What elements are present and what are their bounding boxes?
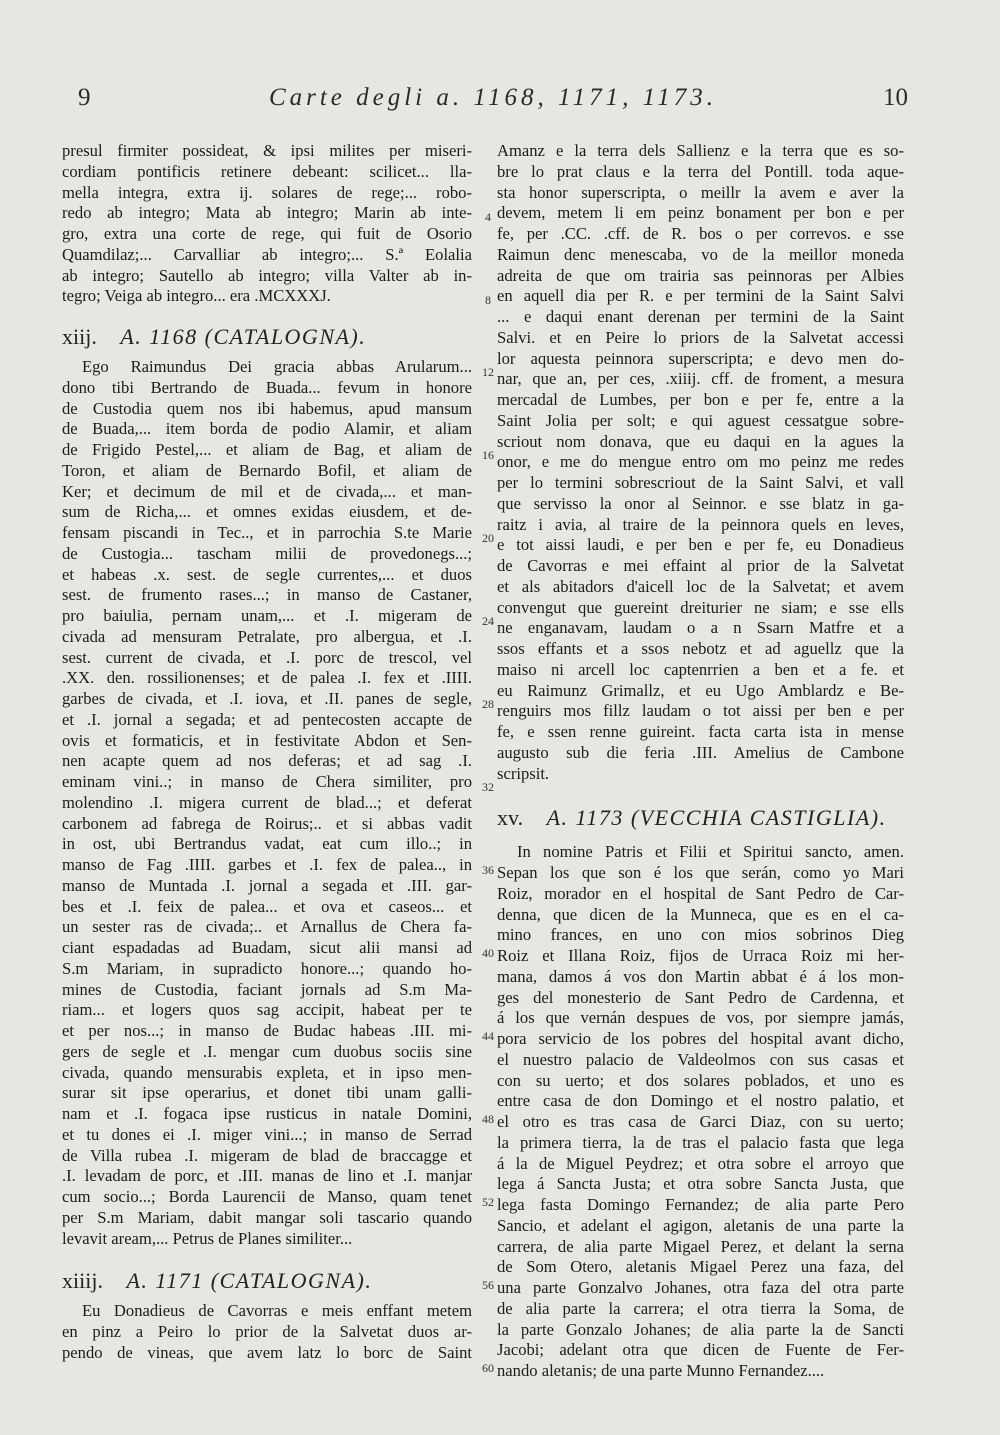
text-line: onor, e me do mengue entro om mo peinz me redes: [497, 452, 904, 472]
section-number: xiij.: [62, 324, 97, 349]
text-line: bes et .I. feix de palea... et ova et caseos... et: [62, 896, 472, 916]
text-line: Sepan los que son é los que serán, como yo Mari: [497, 863, 904, 882]
text-line: de Custodia quem nos ibi habemus, apud mansum: [62, 398, 472, 418]
text-line: civada, quando mensurabis expleta, et in ipso men-: [62, 1062, 472, 1082]
text-line: molendino .I. migera current de blad...; et deferat: [62, 792, 472, 812]
text-line: surar sit ipse operarius, et donet tibi unam galli-: [62, 1083, 472, 1103]
text-line: la parte Gonzalo Johanes; de alia parte la de Sancti: [497, 1319, 904, 1339]
text-line: ges del monesterio de Sant Pedro de Cardenna, et: [497, 987, 904, 1007]
text-line: lor aquesta peinnora superscripta; e devo men do-: [497, 348, 904, 368]
text-line: sest. current de civada, et .I. porc de trescol, vel: [62, 647, 472, 667]
section-heading-xv: [497, 802, 904, 834]
section-heading-xiij: [62, 321, 472, 353]
text-line: eminam vini..; in manso de Chera similiter, pro: [62, 772, 472, 791]
text-line: de Buada,... item borda de podio Alamir, et aliam: [62, 419, 472, 439]
text-line: cum socio...; Borda Laurencii de Manso, quam tenet: [62, 1187, 472, 1206]
text-line: la primera tierra, la de tras el palacio fasta que lega: [497, 1132, 904, 1152]
left-page-number: 9: [78, 84, 91, 111]
text-line: de alia parte la carrera; el otra tierra la Soma, de: [497, 1298, 904, 1318]
running-title: Carte degli a. 1168, 1171, 1173.: [268, 84, 718, 111]
text-line: á la de Miguel Peydrez; et otra sobre el arroyo que: [497, 1153, 904, 1173]
section-title: A. 1168 (CATALOGNA).: [120, 324, 367, 349]
text-line: sta honor superscripta, o meillr la avem e aver la: [497, 182, 904, 202]
text-line: el nuestro palacio de Valdeolmos con sus casas et: [497, 1049, 904, 1069]
text-line: á los que vernán despues de vos, por siempre jamás,: [497, 1008, 904, 1028]
text-line: civada ad mensuram Petralate, pro albergua, et .I.: [62, 626, 472, 646]
text-line: carrera, de alia parte Migael Perez, et delant la serna: [497, 1236, 904, 1256]
text-line: Ego Raimundus Dei gracia abbas Arularum...: [82, 357, 472, 376]
text-line: entre casa de don Domingo et el nostro palatio, et: [497, 1091, 904, 1111]
section-number: xv.: [497, 805, 524, 831]
text-line: et per nos...; in manso de Budac habeas .III. mi-: [62, 1021, 472, 1040]
text-line: et .I. jornal a segada; et ad pentecosten accapte de: [62, 709, 472, 729]
text-line: raitz i avia, al traire de la peinnora quels en leves,: [497, 514, 904, 534]
line-number: 16: [482, 448, 494, 462]
left-column: [62, 141, 472, 1364]
text-line: tegro; Veiga ab integro... era .MCXXXJ.: [62, 286, 331, 306]
text-line: per lo termini sobrescriout de la Saint Salvi, et vall: [497, 473, 904, 492]
text-line: pora servicio de los pobres del hospital avant dicho,: [497, 1029, 904, 1048]
text-line: convengut que guereint dreiturier ne siam; e sse ells: [497, 597, 904, 617]
text-line: nam et .I. fogaca ipse rusticus in natale Domini,: [62, 1104, 472, 1123]
text-line: Saint Jolia per solt; e qui aguest cessatgue sobre-: [497, 410, 904, 430]
line-number: 28: [482, 697, 494, 711]
text-line: manso de Fag .IIII. garbes et .I. fex de palea.., in: [62, 855, 472, 874]
text-line: redo ab integro; Mata ab integro; Marin ab inte-: [62, 203, 472, 223]
text-line: Quamdilaz;... Carvalliar ab integro;... S.ª Eolalia: [62, 244, 472, 264]
text-line: de Frigido Pestel,... et aliam de Bag, et aliam de: [62, 440, 472, 459]
text-line: nar, que an, per ces, .xiiij. cff. de froment, a mesura: [497, 369, 904, 389]
line-number: 24: [482, 614, 494, 628]
text-line: de Cavorras e mei effaint al prior de la Salvetat: [497, 556, 904, 575]
text-line: pro baiulia, pernam unam,... et .I. migeram de: [62, 606, 472, 625]
text-line: de Custogia... tascham milii de provedonegs...;: [62, 543, 472, 563]
line-number: 8: [485, 293, 491, 307]
line-number: 52: [482, 1195, 494, 1209]
line-number: 20: [482, 531, 494, 545]
line-number: 44: [482, 1029, 494, 1043]
section-number: xiiij.: [62, 1268, 103, 1294]
text-line: denna, que dicen de la Munneca, que es en el ca-: [497, 904, 904, 924]
text-line: eu Raimunz Grimallz, et eu Ugo Amblardz e Be-: [497, 680, 904, 700]
right-page-number: 10: [883, 84, 908, 111]
text-line: lega á Sancta Justa; et otra sobre Sancta Justa, que: [497, 1174, 904, 1194]
text-line: In nomine Patris et Filii et Spiritui sancto, amen.: [517, 842, 904, 862]
text-line: sum de Richa,... et omnes exidas eiusdem, et de-: [62, 502, 472, 522]
text-line: devem, metem li em peinz bonament per bon e per: [497, 203, 904, 223]
right-column: [497, 141, 904, 1382]
text-line: fe, per .CC. .cff. de R. bos o per correvos. e sse: [497, 224, 904, 243]
text-line: de Villa rubea .I. migeram de blad de braccagge et: [62, 1145, 472, 1165]
text-line: presul firmiter possideat, & ipsi milites per miseri-: [62, 141, 472, 160]
text-line: ovis et formaticis, et in festivitate Abdon et Sen-: [62, 730, 472, 750]
text-line: Ker; et decimum de mil et de civada,... et man-: [62, 481, 472, 501]
section-title: A. 1171 (CATALOGNA).: [126, 1268, 373, 1294]
text-line: Roiz, morador en el hospital de Sant Pedro de Car-: [497, 883, 904, 903]
line-number: 60: [482, 1361, 494, 1375]
line-number: 48: [482, 1112, 494, 1126]
text-line: Roiz et Illana Roiz, fijos de Urraca Roiz mi her-: [497, 946, 904, 965]
text-line: ne enganavam, laudam o a n Ssarn Matfre et a: [497, 618, 904, 638]
text-line: en aquell dia per R. e per termini de la Saint Salvi: [497, 286, 904, 306]
text-line: pendo de vineas, que avem latz lo borc de Saint: [62, 1342, 472, 1362]
text-line: manso de Muntada .I. jornal a segada et .III. gar-: [62, 875, 472, 895]
text-line: ssos effants et a ssos nebotz et ad aguellz que la: [497, 639, 904, 658]
text-line: con su uerto; et dos solares poblados, et uno es: [497, 1070, 904, 1090]
text-line: levavit aream,... Petrus de Planes similiter...: [62, 1228, 353, 1248]
line-number: 36: [482, 863, 494, 877]
text-line: .I. levadam de porc, et .III. manas de lino et .I. manjar: [62, 1166, 472, 1186]
text-line: bre lo prat claus e la terra del Pontill. toda aque-: [497, 161, 904, 181]
text-line: S.m Mariam, in supradicto honore...; quando ho-: [62, 958, 472, 978]
text-line: mella integra, extra ij. solares de rege;... robo-: [62, 182, 472, 202]
text-line: mines de Custodia, faciant jornals ad S.m Ma-: [62, 979, 472, 999]
text-line: mercadal de Lumbes, per bon e per fe, entre a la: [497, 390, 904, 409]
text-line: renguirs mos fillz laudam o tot aissi per ben e per: [497, 701, 904, 721]
text-line: lega fasta Domingo Fernandez; de alia parte Pero: [497, 1195, 904, 1214]
text-line: Salvi. et en Peire lo priors de la Salvetat accessi: [497, 327, 904, 347]
text-line: Sancio, et adelant el agigon, aletanis de una parte la: [497, 1215, 904, 1235]
text-line: ciant espadadas ad Buadam, sicut alii mansi ad: [62, 938, 472, 957]
text-line: e tot aissi laudi, e per ben e per fe, eu Donadieus: [497, 535, 904, 555]
text-line: Toron, et aliam de Bernardo Bofil, et aliam de: [62, 460, 472, 480]
text-line: dono tibi Bertrando de Buada... fevum in honore: [62, 377, 472, 397]
text-line: augusto sub die feria .III. Amelius de Cambone: [497, 742, 904, 762]
text-line: per S.m Mariam, dabit mangar soli tascario quando: [62, 1207, 472, 1227]
text-line: en pinz a Peiro lo prior de la Salvetat duos ar-: [62, 1322, 472, 1341]
text-line: adreita de que om trairia sas peinnoras per Albies: [497, 265, 904, 285]
text-line: riam... et logers quos sag accipit, habeat per te: [62, 1000, 472, 1020]
text-line: Raimun denc menescaba, vo de la meillor moneda: [497, 244, 904, 264]
text-line: et tu dones ei .I. miger vini...; in manso de Serrad: [62, 1124, 472, 1144]
text-line: scriout nom donava, que eu daqui en la agues la: [497, 431, 904, 451]
text-line: ab integro; Sautello ab integro; villa Valter ab in-: [62, 265, 472, 285]
text-line: que servisso la onor al Seinnor. e sse blatz in ga-: [497, 493, 904, 513]
text-line: garbes de civada, et .I. iova, et .II. panes de segle,: [62, 689, 472, 708]
text-line: una parte Gonzalvo Johanes, otra faza del otra parte: [497, 1278, 904, 1297]
text-line: nen acapte quem ad nos deferas; et ad sag .I.: [62, 751, 472, 771]
text-line: scripsit.: [497, 763, 550, 783]
text-line: fe, e ssen renne guireint. facta carta ista in mense: [497, 722, 904, 741]
text-line: maiso ni arcell loc captenrrien a ben et a fe. et: [497, 659, 904, 679]
text-line: cordiam pontificis retinere debeant: scilicet... lla-: [62, 161, 472, 181]
text-line: et als abitadors d'aicell loc de la Salvetat; et avem: [497, 576, 904, 596]
section-heading-xiiij: [62, 1265, 472, 1297]
line-number: 12: [482, 365, 494, 379]
text-line: un sester ras de civada;.. et Arnallus de Chera fa-: [62, 917, 472, 937]
line-number: 56: [482, 1278, 494, 1292]
text-line: de Som Otero, aletanis Migael Perez una faza, del: [497, 1257, 904, 1277]
text-line: sest. de frumento rases...; in manso de Castaner,: [62, 585, 472, 605]
text-line: fensam piscandi in Tec.., et in parrochia S.te Marie: [62, 523, 472, 542]
text-line: mino frances, en uno con mios sobrinos Dieg: [497, 925, 904, 945]
text-line: gro, extra una corte de rege, qui fuit de Osorio: [62, 224, 472, 243]
text-line: .XX. den. rossilionenses; et de palea .I. fex et .IIII.: [62, 668, 472, 688]
section-title: A. 1173 (VECCHIA CASTIGLIA).: [546, 805, 887, 831]
line-number: 40: [482, 946, 494, 960]
text-line: mana, damos á vos don Martin abbat é á los mon-: [497, 966, 904, 986]
line-number: 4: [485, 210, 491, 224]
text-line: in ost, ubi Bertrandus vadat, eat cum illo..; in: [62, 834, 472, 854]
text-line: nando aletanis; de una parte Munno Fernandez....: [497, 1361, 825, 1380]
text-line: ... e daqui enant derenan per termini de la Saint: [497, 307, 904, 326]
text-line: et habeas .x. sest. de segle currentes,... et duos: [62, 564, 472, 584]
text-line: el otro es tras casa de Garci Diaz, con su uerto;: [497, 1112, 904, 1131]
line-number: 32: [482, 780, 494, 794]
text-line: Jacobi; adelant otra que dicen de Fuente de Fer-: [497, 1340, 904, 1360]
text-line: gers de segle et .I. mengar cum duobus sociis sine: [62, 1041, 472, 1061]
running-header: [78, 84, 908, 120]
text-line: Eu Donadieus de Cavorras e meis enffant metem: [82, 1301, 472, 1321]
text-line: Amanz e la terra dels Sallienz e la terra que es so-: [497, 141, 904, 160]
text-line: carbonem ad fabrega de Roirus;.. et si abbas vadit: [62, 813, 472, 833]
